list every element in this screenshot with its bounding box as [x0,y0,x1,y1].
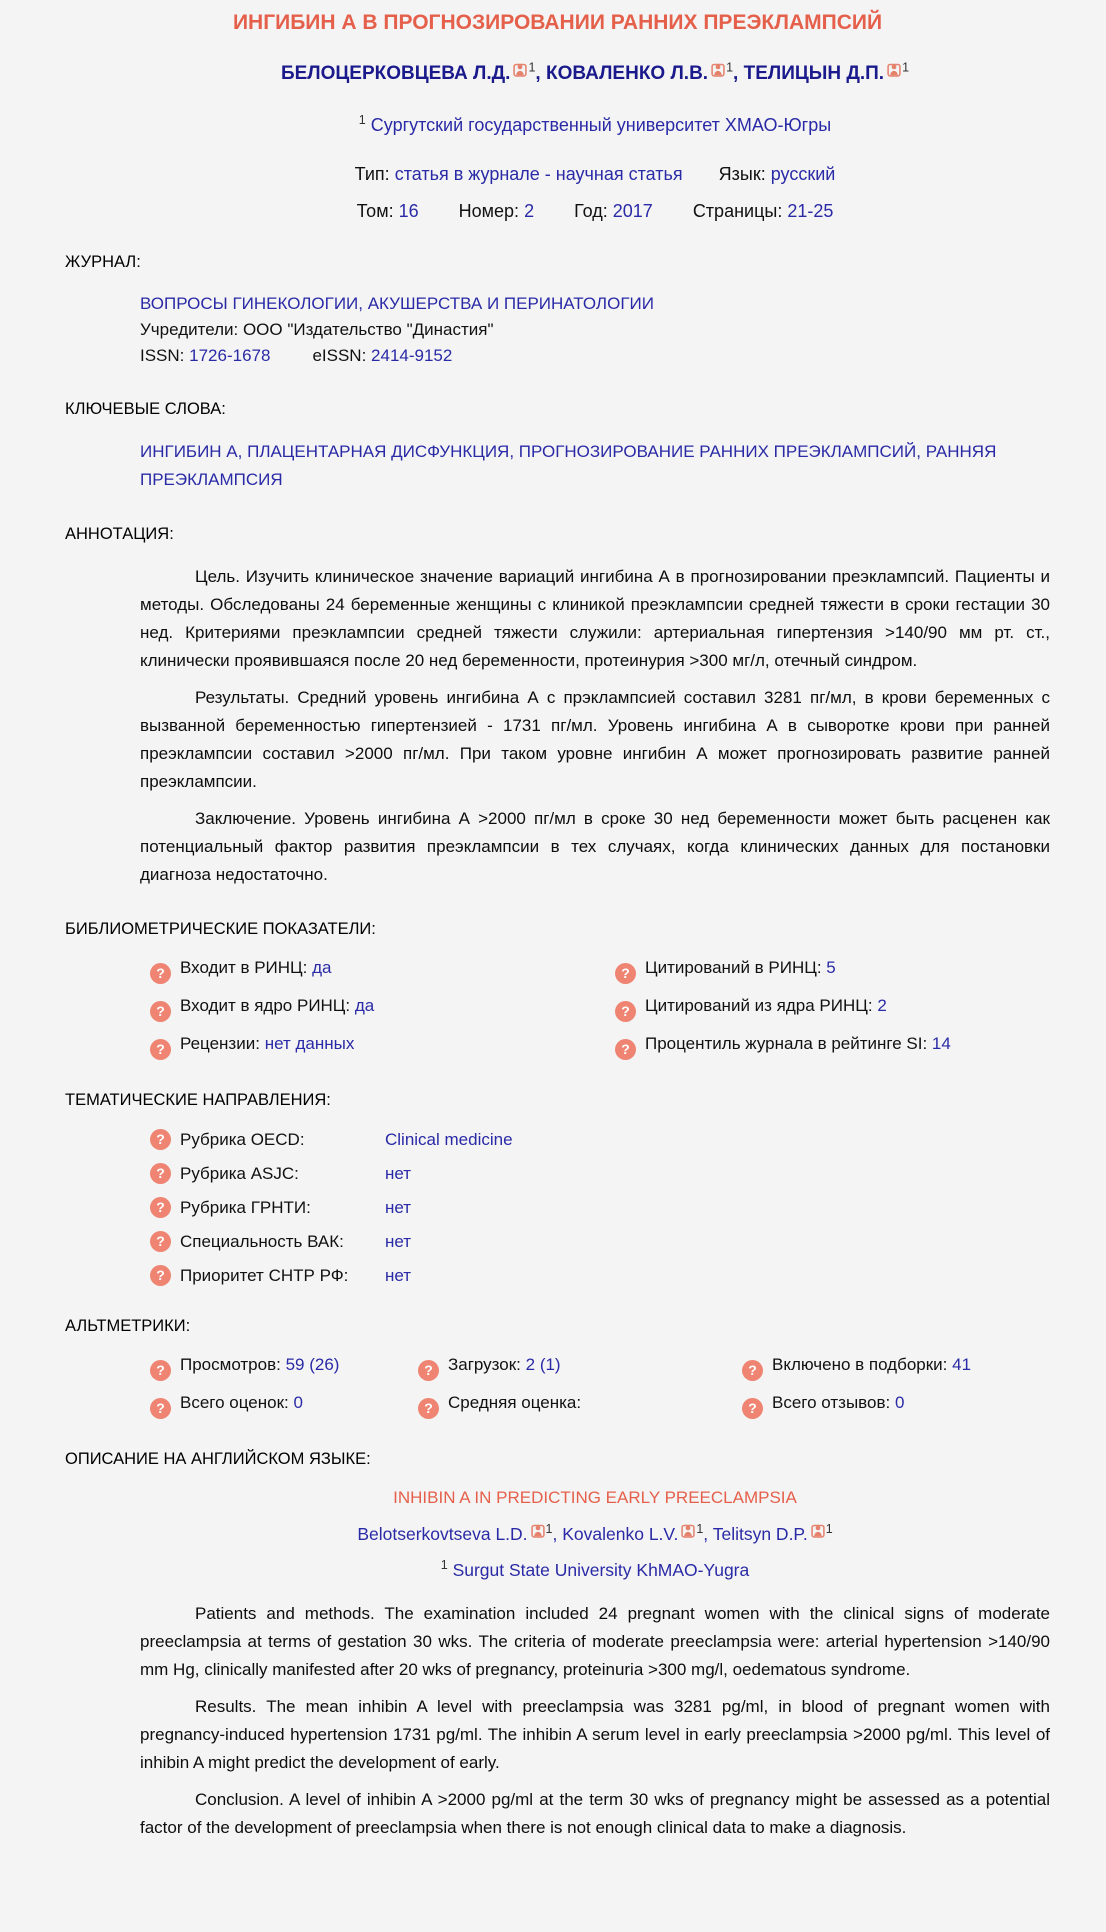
altmetric-item: ?Просмотров: 59 (26) [150,1355,418,1381]
affiliation-ru [140,113,1050,136]
topic-row: ? Рубрика ГРНТИ: нет [150,1197,1050,1218]
annotation-paragraph: Заключение. Уровень ингибина А >2000 пг/мл в сроке 30 нед беременности может быть расценен как потенциальный фактор развития преэклампсии в тех случаях, когда клинических данных для постановки диагноза недостаточно. [140,809,1050,885]
help-icon[interactable] [150,963,171,984]
year-pair: Год: 2017 [574,201,653,222]
help-icon[interactable] [742,1398,763,1419]
author-affiliation-number: 1 [545,1522,553,1537]
bibliometric-item: ? Процентиль журнала в рейтинге SI: 14 [615,1034,1050,1060]
journal-block [140,291,1050,369]
topic-value-link[interactable]: нет [385,1231,412,1251]
topic-row: ? Рубрика OECD: Clinical medicine [150,1129,1050,1150]
author-affiliation-number: 1 [902,61,910,75]
stat-value-link[interactable]: 2 [877,996,887,1016]
pages-value-link[interactable]: 21-25 [787,201,834,222]
issn-label: ISSN: [140,346,185,366]
help-icon[interactable] [150,1231,171,1252]
topic-row: ? Рубрика ASJC: нет [150,1163,1050,1184]
keywords-section-label: КЛЮЧЕВЫЕ СЛОВА: [65,400,226,419]
stat-value-link[interactable]: 5 [826,958,836,978]
keyword-link[interactable]: РАННЯЯ ПРЕЭКЛАМПСИЯ [140,442,997,490]
author-profile-icon[interactable] [513,61,527,83]
altmetric-item: ? Средняя оценка: [418,1393,742,1419]
stat-value-link[interactable]: да [312,958,332,978]
stat-value-link[interactable]: 41 [952,1355,972,1375]
author-affiliation-number: 1 [696,1522,704,1537]
pages-pair: Страницы: 21-25 [692,201,834,222]
author-en [357,1524,562,1544]
author-ru [744,63,909,84]
english-paragraph: Results. The mean inhibin A level with preeclampsia was 3281 pg/ml, in blood of pregnant women with pregnancy-induced hypertension 1731 pg/ml. The inhibin A serum level in early preeclampsia >2000 pg/ml. This level of inhibin A might predict the development of early. [140,1697,1050,1773]
author-affiliation-number: 1 [825,1522,833,1537]
help-icon[interactable] [615,1039,636,1060]
volume-value-link[interactable]: 16 [398,201,419,222]
type-pair [355,164,683,184]
help-icon[interactable] [150,1197,171,1218]
author-affiliation-number: 1 [528,61,536,75]
altmetric-item: ? Всего отзывов: 0 [742,1393,1050,1419]
keyword-link[interactable]: ПРОГНОЗИРОВАНИЕ РАННИХ ПРЕЭКЛАМПСИЙ [518,442,917,462]
author-link[interactable]: Kovalenko L.V. [562,1524,679,1545]
topics-block [65,1129,1050,1286]
altmetrics-grid [150,1355,1050,1419]
author-en [562,1524,712,1544]
journal-name-link[interactable]: ВОПРОСЫ ГИНЕКОЛОГИИ, АКУШЕРСТВА И ПЕРИНАТОЛОГИИ [140,294,654,314]
stat-value-link[interactable]: 14 [931,1034,951,1054]
help-icon[interactable] [150,1001,171,1022]
authors-row-ru [140,61,1050,85]
affiliation-link[interactable]: Surgut State University KhMAO-Yugra [452,1560,750,1581]
language-pair [719,164,836,184]
article-type-row [140,164,1050,185]
help-icon[interactable] [615,963,636,984]
article-volume-row [140,201,1050,222]
author-link[interactable]: ТЕЛИЦЫН Д.П. [743,63,885,85]
altmetric-item: ?Всего оценок: 0 [150,1393,418,1419]
journal-section-label: ЖУРНАЛ: [65,253,141,272]
article-title-en: INHIBIN A IN PREDICTING EARLY PREECLAMPSIA [393,1488,797,1508]
author-link[interactable]: БЕЛОЦЕРКОВЦЕВА Л.Д. [280,63,511,85]
author-en [713,1524,833,1544]
stat-value-link[interactable]: 2 (1) [525,1355,561,1375]
journal-founders: Учредители: ООО "Издательство "Династия" [140,320,494,340]
author-profile-icon[interactable] [681,1522,695,1543]
help-icon[interactable] [418,1360,439,1381]
author-profile-icon[interactable] [887,61,901,83]
help-icon[interactable] [150,1398,171,1419]
help-icon[interactable] [150,1129,171,1150]
topic-value-link[interactable]: Clinical medicine [385,1129,513,1149]
help-icon[interactable] [418,1398,439,1419]
bibliometric-item: ? Цитирований в РИНЦ: 5 [615,958,1050,984]
keyword-link[interactable]: ИНГИБИН А [140,442,238,462]
annotation-block [140,563,1050,889]
altmetric-item: ? Включено в подборки: 41 [742,1355,1050,1381]
altmetrics-section-label: АЛЬТМЕТРИКИ: [65,1317,191,1336]
help-icon[interactable] [150,1360,171,1381]
topic-row: ? Приоритет СНТР РФ: нет [150,1265,1050,1286]
stat-value-link[interactable]: 0 [894,1393,905,1413]
number-value-link[interactable]: 2 [524,201,535,222]
altmetric-item: ? Загрузок: 2 (1) [418,1355,742,1381]
bibliometric-item: ?Входит в РИНЦ: да [150,958,615,984]
affiliation-number: 1 [358,113,366,128]
author-link[interactable]: Telitsyn D.P. [712,1524,808,1545]
author-profile-icon[interactable] [811,1522,825,1543]
author-link[interactable]: КОВАЛЕНКО Л.В. [545,63,709,85]
annotation-section-label: АННОТАЦИЯ: [65,525,174,544]
english-paragraph: Conclusion. A level of inhibin A >2000 pg/ml at the term 30 wks of pregnancy might be assessed as a potential factor of the development of preeclampsia when there is not enough clinical data to make a diagnosis. [140,1790,1050,1838]
year-value-link[interactable]: 2017 [612,201,653,222]
author-ru [546,63,744,84]
help-icon[interactable] [150,1163,171,1184]
issn-link[interactable]: 1726-1678 [189,346,271,366]
author-link[interactable]: Belotserkovtseva L.D. [357,1524,528,1545]
author-ru [281,63,546,84]
keywords-list [140,438,1050,494]
authors-row-en [140,1522,1050,1545]
topic-value-link[interactable]: нет [385,1197,412,1217]
bibliometric-item: ?Рецензии: нет данных [150,1034,615,1060]
help-icon[interactable] [742,1360,763,1381]
keyword-link[interactable]: ПЛАЦЕНТАРНАЯ ДИСФУНКЦИЯ [247,442,510,462]
eissn-label: eISSN: [312,346,367,366]
author-profile-icon[interactable] [711,61,725,83]
english-section-label: ОПИСАНИЕ НА АНГЛИЙСКОМ ЯЗЫКЕ: [65,1450,371,1469]
language-value-link[interactable]: русский [770,164,836,185]
help-icon[interactable] [150,1039,171,1060]
annotation-paragraph: Результаты. Средний уровень ингибина А с прэклампсией составил 3281 пг/мл, в крови беременных с вызванной беременностью гипертензией - 1731 пг/мл. Уровень ингибина А в сыворотке крови при ранней преэклампсии составил >2000 пг/мл. При таком уровне ингибин А может прогнозировать развитие ранней преэклампсии. [140,688,1050,792]
author-profile-icon[interactable] [531,1522,545,1543]
stat-value-link[interactable]: 0 [293,1393,303,1413]
type-value-link[interactable]: статья в журнале - научная статья [394,164,683,185]
language-label: Язык: [718,164,766,185]
article-title-ru: ИНГИБИН А В ПРОГНОЗИРОВАНИИ РАННИХ ПРЕЭКЛАМПСИЙ [232,11,883,34]
stat-value-link[interactable]: нет данных [264,1034,355,1054]
bibliometric-item: ? Цитирований из ядра РИНЦ: 2 [615,996,1050,1022]
bibliometric-item: ?Входит в ядро РИНЦ: да [150,996,615,1022]
stat-value-link[interactable]: да [354,996,375,1016]
topic-value-link[interactable]: нет [385,1163,412,1183]
affiliation-en [140,1558,1050,1581]
bibliometrics-grid [150,958,1050,1060]
topic-row: ? Специальность ВАК: нет [150,1231,1050,1252]
help-icon[interactable] [615,1001,636,1022]
volume-pair: Том: 16 [356,201,419,222]
stat-value-link[interactable]: 59 (26) [285,1355,340,1375]
annotation-paragraph: Цель. Изучить клиническое значение вариаций ингибина А в прогнозировании преэклампсий. Пациенты и методы. Обследованы 24 беременные женщины с клиникой преэклампсии средней тяжести в сроки гестации 30 нед. Критериями преэклампсии средней тяжести служили: артериальная гипертензия >140/90 мм рт. ст., клинически проявившаяся после 20 нед беременности, протеинурия >300 мг/л, отечный синдром. [140,567,1050,671]
topics-section-label: ТЕМАТИЧЕСКИЕ НАПРАВЛЕНИЯ: [65,1091,331,1110]
english-abstract-block [140,1600,1050,1842]
affiliation-number: 1 [440,1558,448,1573]
bibliometrics-section-label: БИБЛИОМЕТРИЧЕСКИЕ ПОКАЗАТЕЛИ: [65,920,376,939]
help-icon[interactable] [150,1265,171,1286]
affiliation-link[interactable]: Сургутский государственный университет ХМАО-Югры [370,115,832,136]
issn-row [140,343,1050,369]
author-affiliation-number: 1 [726,61,734,75]
eissn-link[interactable]: 2414-9152 [371,346,453,366]
topic-value-link[interactable]: нет [385,1265,412,1285]
type-label: Тип: [354,164,390,185]
number-pair: Номер: 2 [458,201,535,222]
english-paragraph: Patients and methods. The examination included 24 pregnant women with the clinical signs of moderate preeclampsia at terms of gestation 30 wks. The criteria of moderate preeclampsia were: arterial hypertension >140/90 mm Hg, clinically manifested after 20 wks of pregnancy, proteinuria >300 mg/l, oedematous syndrome. [140,1604,1050,1680]
